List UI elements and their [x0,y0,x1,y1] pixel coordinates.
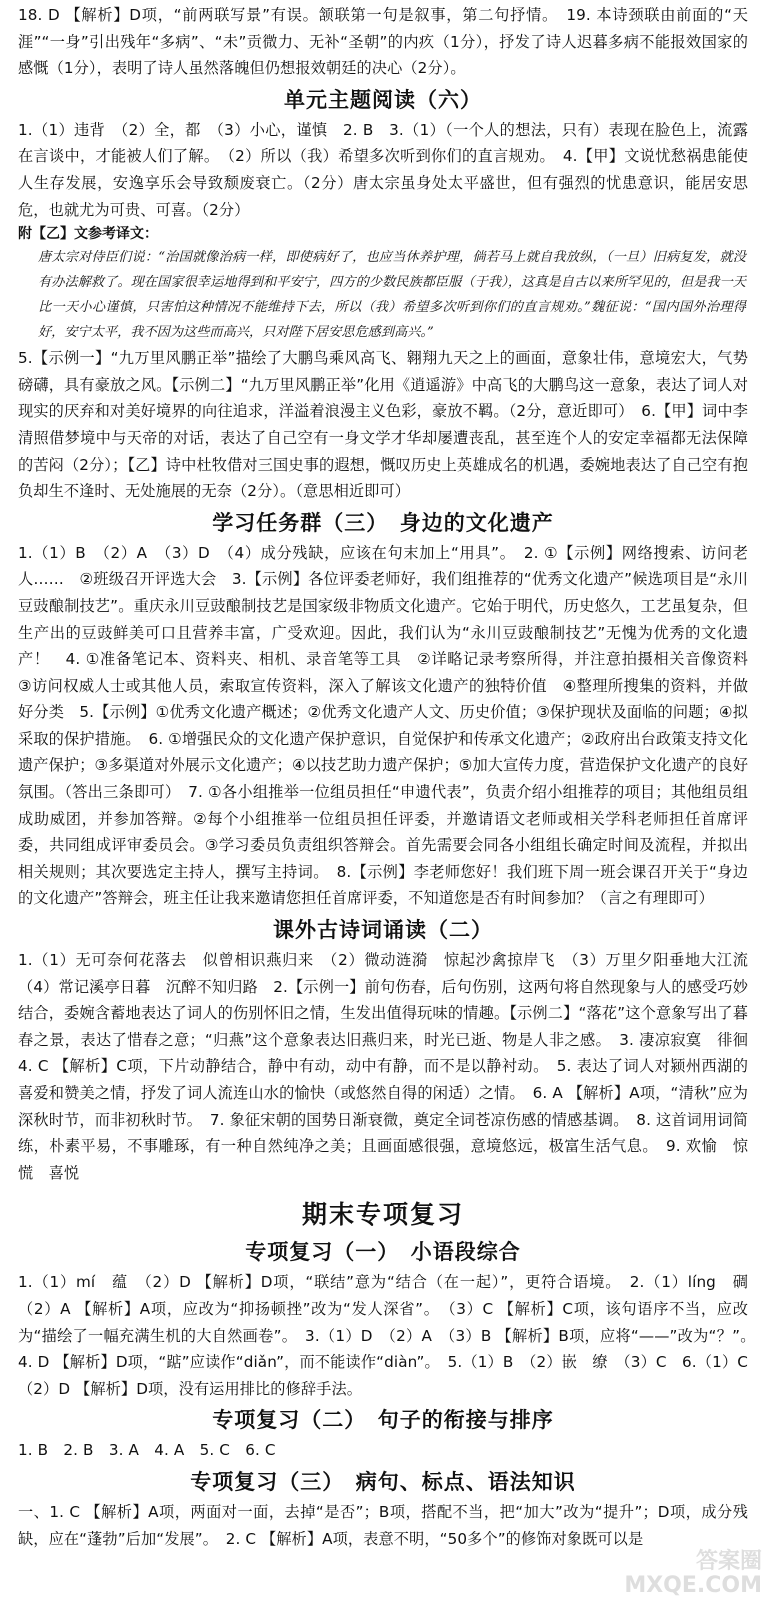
section-title-main: 学习任务群（三） [212,510,378,535]
answers-unit-reading-5-6: 5.【示例一】“九万里风鹏正举”描绘了大鹏鸟乘风高飞、翱翔九天之上的画面，意象壮伟，意境宏大，气势磅礴，具有豪放之风。【示例二】“九万里风鹏正举”化用《逍遥游》中高飞的大鹏鸟这一意象，表达了词人对现实的厌弃和对美好境界的向往追求，洋溢着浪漫主义色彩，豪放不羁。（2分，意近即可） 6.【甲】词中李清照借梦境中与天帝的对话，表达了自己空有一身文学才华却屡遭丧乱，甚至连个人的安定幸福都无法保障的苦闷（2分）；【乙】诗中杜牧借对三国史事的遐想，慨叹历史上英雄成名的机遇，委婉地表达了自己空有抱负却生不逢时、无处施展的无奈（2分）。（意思相近即可） [18,349,748,501]
section-title-main: 专项复习（一） [245,1240,389,1265]
reference-translation: 唐太宗对侍臣们说：“治国就像治病一样，即使病好了，也应当休养护理，倘若马上就自我放纵，（一旦）旧病复发，就没有办法解救了。现在国家很幸运地得到和平安宁，四方的少数民族都臣服（于我），这真是自古以来所罕见的，但是我一天比一天小心谨慎，只害怕这种情况不能维持下去，所以（我）希望多次听到你们的直言规劝。”魏征说：“国内国外治理得好，安宁太平，我不因为这些而高兴，只对陛下居安思危感到高兴。” [38,250,746,341]
section-title-review-2 [18,1404,748,1436]
section-title-main: 专项复习（三） [190,1469,334,1494]
answers-unit-reading-1-4: 1.（1）违背 （2）全，都 （3）小心，谨慎 2. B 3.（1）（一个人的想法，只有）表现在脸色上，流露在言谈中，才能被人们了解。 （2）所以（我）希望多次听到你们的直言规劝。 4.【甲】文说忧愁祸患能使人生存发展，安逸享乐会导致颓废衰亡。（2分）唐太宗虽身处太平盛世，但有强烈的忧患意识，能居安思危，也就尤为可贵、可喜。（2分） [18,120,748,219]
section-title-main: 专项复习（二） [212,1408,356,1433]
section-title-sub: 身边的文化遗产 [399,510,554,535]
section-title-review-3 [18,1466,748,1498]
answers-review-2: 1. B 2. B 3. A 4. A 5. C 6. C [18,1441,276,1460]
answers-cultural-heritage: 1.（1）B （2）A （3）D （4）成分残缺，应该在句末加上“用具”。 2. ①【示例】网络搜索、访问老人…… ②班级召开评选大会 3.【示例】各位评委老师好，我们组推荐的“优秀文化遗产”候选项目是“永川豆豉酿制技艺”。重庆永川豆豉酿制技艺是国家级非物质文化遗产。它始于明代，历史悠久，工艺虽复杂，但生产出的豆豉鲜美可口且营养丰富，广受欢迎。因此，我们认为“永川豆豉酿制技艺”无愧为优秀的文化遗产！ 4. ①准备笔记本、资料夹、相机、录音笔等工具 ②详略记录考察所得，并注意拍摄相关音像资料 ③访问权威人士或其他人员，索取宣传资料，深入了解该文化遗产的独特价值 ④整理所搜集的资料，并做好分类 5.【示例】①优秀文化遗产概述；②优秀文化遗产人文、历史价值；③保护现状及面临的问题；④拟采取的保护措施。 6. ①增强民众的文化遗产保护意识，自觉保护和传承文化遗产；②政府出台政策支持文化遗产保护；③多渠道对外展示文化遗产；④以技艺助力遗产保护；⑤加大宣传力度，营造保护文化遗产的良好氛围。（答出三条即可） 7. ①各小组推举一位组员担任“申遗代表”，负责介绍小组推荐的项目；其他组员组成助威团，并参加答辩。②每个小组推举一位组员担任评委，并邀请语文老师或相关学科老师担任首席评委，共同组成评审委员会。③学习委员负责组织答辩会。首先需要会同各小组组长确定时间及流程，并拟出相关规则；其次要选定主持人，撰写主持词。 8.【示例】李老师您好！我们班下周一班会课召开关于“身边的文化遗产”答辩会，班主任让我来邀请您担任首席评委，不知道您是否有时间参加？（言之有理即可） [18,543,764,908]
answers-18-19: 18. D 【解析】D项，“前两联写景”有误。颔联第一句是叙事，第二句抒情。 19. 本诗颈联由前面的“天涯”“一身”引出残年“多病”、“未”贡微力、无补“圣朝”的内疚（1分），抒发了诗人迟暮多病不能报效国家的感慨（1分），表明了诗人虽然落魄但仍想报效朝廷的决心（2分）。 [18,6,748,78]
section-title-review-1 [18,1236,748,1268]
section-title-unit-reading-6: 单元主题阅读（六） [284,87,482,112]
section-title-sub: 句子的衔接与排序 [377,1408,554,1433]
answers-poetry: 1.（1）无可奈何花落去 似曾相识燕归来 （2）微动涟漪 惊起沙禽掠岸飞 （3）万里夕阳垂地大江流 （4）常记溪亭日暮 沉醉不知归路 2.【示例一】前句伤春，后句伤别，这两句将自然现象与人的感受巧妙结合，委婉含蓄地表达了词人的伤别怀旧之情，生发出值得玩味的情趣。【示例二】“落花”这个意象写出了暮春之景，表达了惜春之意；“归燕”这个意象表达旧燕归来，时光已逝、物是人非之感。 3. 凄凉寂寞 徘徊 4. C 【解析】C项，下片动静结合，静中有动，动中有静，而不是以静衬动。 5. 表达了词人对颍州西湖的喜爱和赞美之情，抒发了词人流连山水的愉快（或悠然自得的闲适）之情。 6. A 【解析】A项，“清秋”应为深秋时节，而非初秋时节。 7. 象征宋朝的国势日渐衰微，奠定全词苍凉伤感的情感基调。 8. 这首词用词简练，朴素平易，不事雕琢，有一种自然纯净之美；且画面感很强，意境悠远，极富生活气息。 9. 欢愉 惊慌 喜悦 [18,951,764,1182]
watermark-logo: 答案圈 MXQE.COM [624,1549,762,1598]
answers-review-3: 一、1. C 【解析】A项，两面对一面，去掉“是否”；B项，搭配不当，把“加大”改为“提升”；D项，成分残缺，应在“蓬勃”后加“发展”。 2. C 【解析】A项，表意不明，“50多个”的修饰对象既可以是 [18,1502,748,1548]
section-title-extracurricular-poetry-2: 课外古诗词诵读（二） [273,918,493,943]
section-title-sub: 病句、标点、语法知识 [355,1469,576,1494]
section-title-final-review: 期末专项复习 [301,1200,464,1230]
section-title-sub: 小语段综合 [410,1240,521,1265]
appendix-label: 附【乙】文参考译文： [18,226,158,243]
section-title-task-group-3 [18,507,748,539]
answers-review-1: 1.（1）mí 蕴 （2）D 【解析】D项，“联结”意为“结合（在一起）”，更符合语境。 2.（1）líng 碉 （2）A 【解析】A项，应改为“抑扬顿挫”改为“发人深省”。 （3）C 【解析】C项，该句语序不当，应改为“描绘了一幅充满生机的大自然画卷”。 3.（1）D （2）A （3）B 【解析】B项，应将“——”改为“？”。 4. D 【解析】D项，“踮”应读作“diǎn”，而不能读作“diàn”。 5.（1）B （2）嵌 缭 （3）C 6.（1）C （2）D 【解析】D项，没有运用排比的修辞手法。 [18,1273,764,1398]
